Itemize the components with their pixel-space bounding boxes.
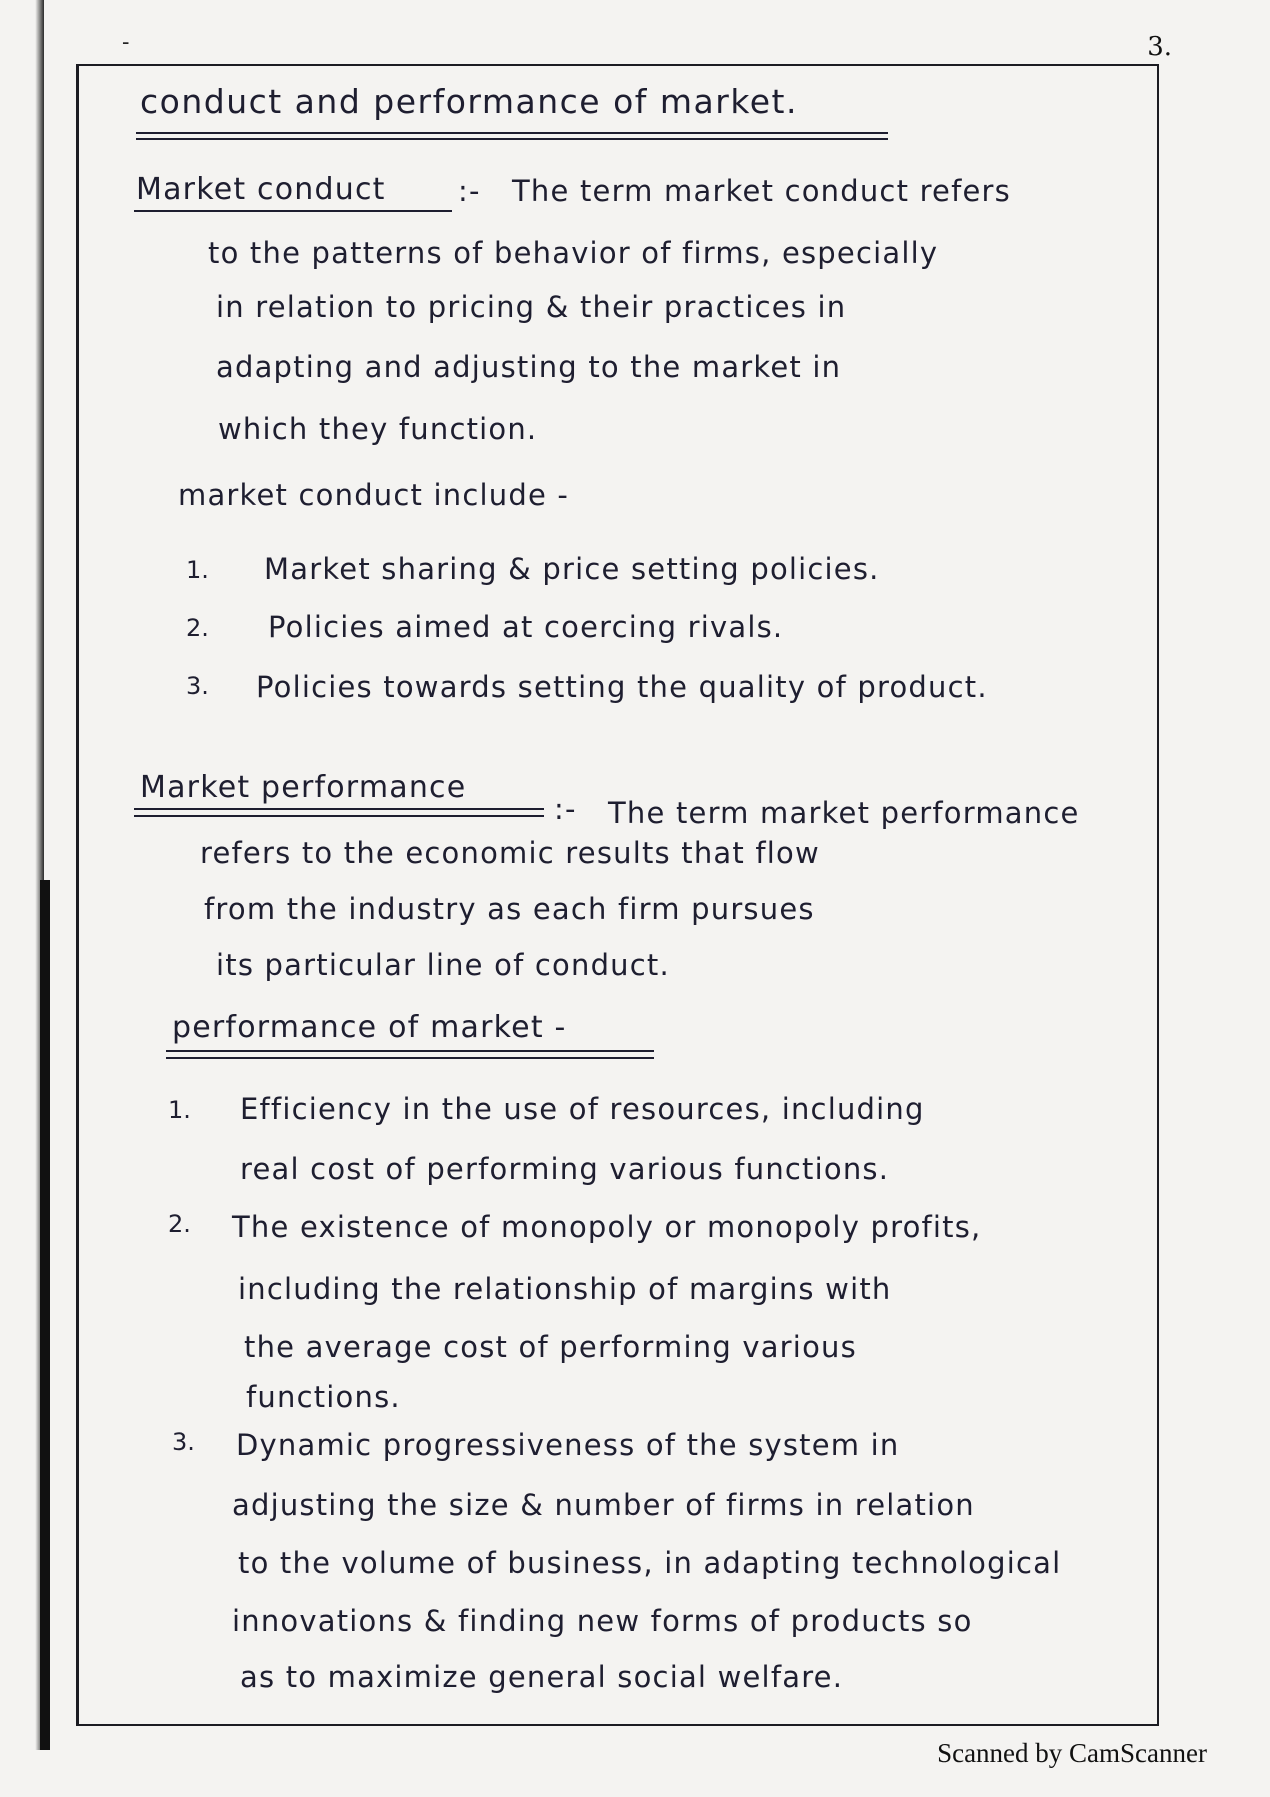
performance-item-3-line-5: as to maximize general social welfare.: [240, 1660, 844, 1694]
performance-item-2-line-3: the average cost of performing various: [244, 1330, 857, 1364]
market-performance-underline-2: [134, 815, 544, 817]
conduct-item-3-number: 3.: [186, 672, 209, 700]
conduct-item-3: Policies towards setting the quality of product.: [256, 670, 988, 704]
performance-item-3-number: 3.: [172, 1428, 195, 1456]
market-performance-underline: [134, 808, 544, 810]
performance-item-3-line-1: Dynamic progressiveness of the system in: [236, 1428, 900, 1462]
scanner-watermark: Scanned by CamScanner: [937, 1738, 1207, 1768]
page-number: 3.: [1147, 32, 1172, 62]
performance-item-3-line-4: innovations & finding new forms of products so: [232, 1604, 973, 1638]
performance-item-2-number: 2.: [168, 1210, 191, 1238]
market-conduct-line-4: adapting and adjusting to the market in: [216, 350, 842, 384]
performance-item-2-line-2: including the relationship of margins with: [238, 1272, 892, 1306]
performance-item-1-number: 1.: [168, 1096, 191, 1124]
market-performance-line-2: refers to the economic results that flow: [200, 836, 820, 870]
market-conduct-separator: :-: [458, 174, 481, 208]
market-performance-line-3: from the industry as each firm pursues: [204, 892, 815, 926]
conduct-item-1: Market sharing & price setting policies.: [264, 552, 880, 586]
performance-of-market-underline: [166, 1050, 654, 1052]
market-performance-heading: Market performance: [140, 770, 467, 805]
market-conduct-line-2: to the patterns of behavior of firms, especially: [208, 236, 939, 270]
page-left-edge: [0, 0, 44, 1750]
performance-item-2-line-4: functions.: [246, 1380, 401, 1414]
market-conduct-line-5: which they function.: [218, 412, 538, 446]
performance-of-market-heading: performance of market -: [172, 1010, 567, 1045]
market-conduct-line-1: The term market conduct refers: [512, 174, 1011, 208]
title-underline: [136, 132, 888, 134]
performance-item-1-line-1: Efficiency in the use of resources, including: [240, 1092, 925, 1126]
market-performance-line-1: The term market performance: [608, 796, 1080, 830]
conduct-item-2: Policies aimed at coercing rivals.: [268, 610, 784, 644]
conduct-item-2-number: 2.: [186, 614, 209, 642]
market-conduct-underline: [134, 210, 452, 212]
performance-item-3-line-2: adjusting the size & number of firms in relation: [232, 1488, 975, 1522]
market-conduct-include-heading: market conduct include -: [178, 478, 570, 512]
performance-of-market-underline-2: [166, 1057, 654, 1059]
market-conduct-heading: Market conduct: [136, 172, 386, 207]
stray-mark: -: [122, 30, 130, 55]
title-underline-2: [136, 138, 888, 140]
market-conduct-line-3: in relation to pricing & their practices in: [216, 290, 847, 324]
scan-shadow: [40, 880, 50, 1750]
performance-item-1-line-2: real cost of performing various functions.: [240, 1152, 890, 1186]
market-performance-line-4: its particular line of conduct.: [216, 948, 670, 982]
performance-item-2-line-1: The existence of monopoly or monopoly profits,: [232, 1210, 982, 1244]
performance-item-3-line-3: to the volume of business, in adapting technological: [238, 1546, 1062, 1580]
page-title: conduct and performance of market.: [140, 82, 798, 121]
market-performance-separator: :-: [554, 792, 577, 826]
conduct-item-1-number: 1.: [186, 556, 209, 584]
